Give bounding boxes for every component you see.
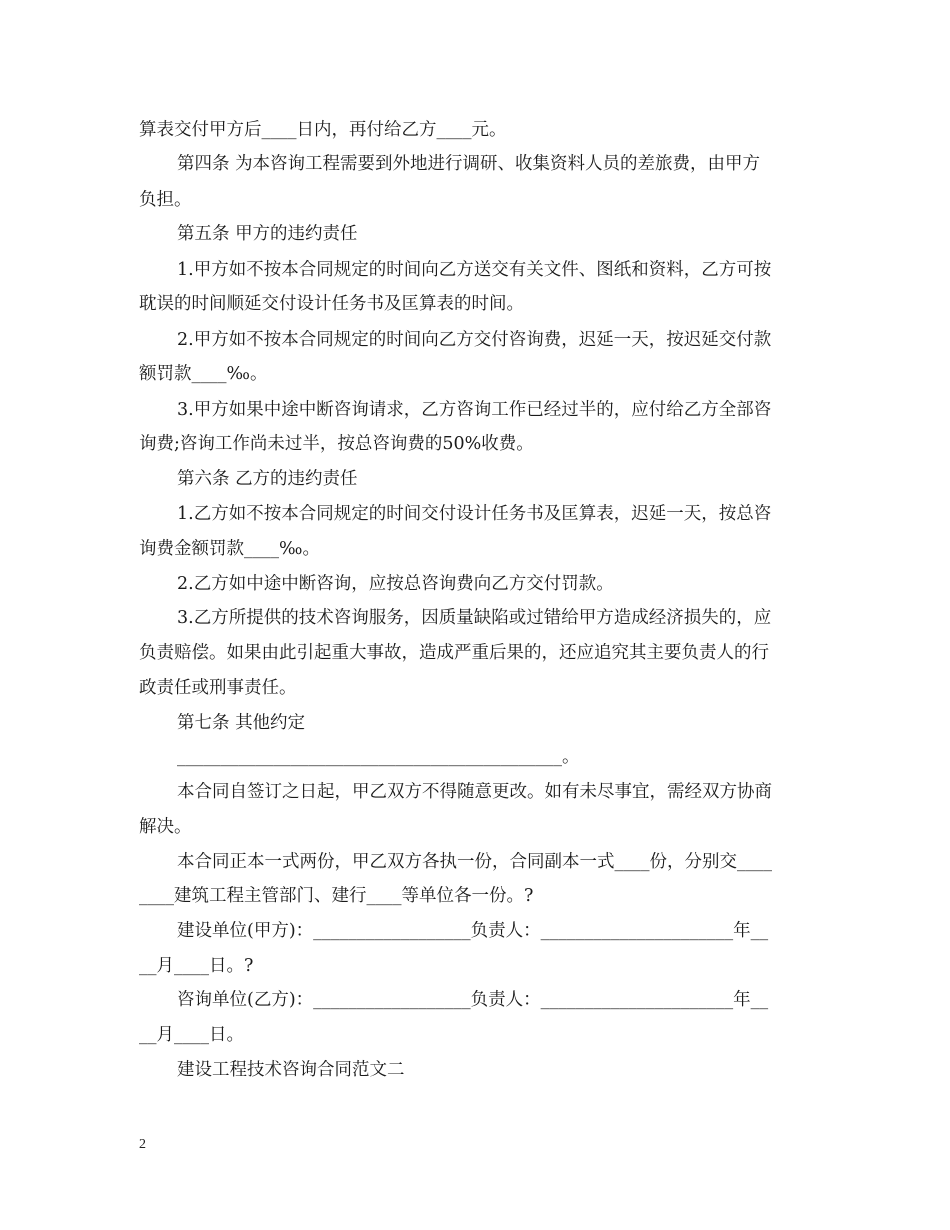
text-line: 算表交付甲方后____日内，再付给乙方____元。 xyxy=(139,120,507,140)
next-section-title: 建设工程技术咨询合同范文二 xyxy=(177,1060,405,1080)
text-line: 2.甲方如不按本合同规定的时间向乙方交付咨询费，迟延一天，按迟延交付款 xyxy=(177,330,772,350)
text-line: 询费金额罚款____‰。 xyxy=(139,539,320,559)
text-line: 第四条 为本咨询工程需要到外地进行调研、收集资料人员的差旅费，由甲方 xyxy=(177,154,761,174)
text-line: 负担。 xyxy=(139,190,192,210)
text-line: 耽误的时间顺延交付设计任务书及匡算表的时间。 xyxy=(139,294,524,314)
text-line: 1.甲方如不按本合同规定的时间向乙方送交有关文件、图纸和资料，乙方可按 xyxy=(177,260,772,280)
signature-line-party-a: 建设单位(甲方)：__________________负责人：______________________年__ xyxy=(177,921,769,941)
text-line: 3.乙方所提供的技术咨询服务，因质量缺陷或过错给甲方造成经济损失的，应 xyxy=(177,608,772,628)
text-line: 1.乙方如不按本合同规定的时间交付设计任务书及匡算表，迟延一天，按总咨 xyxy=(177,504,772,524)
signature-line-party-b: 咨询单位(乙方)：__________________负责人：______________________年__ xyxy=(177,990,769,1010)
section-heading: 第五条 甲方的违约责任 xyxy=(177,224,358,244)
text-line: 额罚款____‰。 xyxy=(139,364,268,384)
text-line: 政责任或刑事责任。 xyxy=(139,678,297,698)
text-line: 负责赔偿。如果由此引起重大事故，造成严重后果的，还应追究其主要负责人的行 xyxy=(139,643,769,663)
section-heading: 第七条 其他约定 xyxy=(177,713,306,733)
text-line: 解决。 xyxy=(139,817,192,837)
signature-date-party-a: __月____日。? xyxy=(139,956,254,976)
text-line: 询费;咨询工作尚未过半，按总咨询费的50%收费。 xyxy=(139,434,534,454)
text-line: ____建筑工程主管部门、建行____等单位各一份。? xyxy=(139,886,534,906)
signature-date-party-b: __月____日。 xyxy=(139,1025,244,1045)
text-line: 3.甲方如果中途中断咨询请求，乙方咨询工作已经过半的，应付给乙方全部咨 xyxy=(177,400,772,420)
fill-in-blank-line: ____________________________________________。 xyxy=(177,747,580,767)
section-heading: 第六条 乙方的违约责任 xyxy=(177,469,358,489)
text-line: 2.乙方如中途中断咨询，应按总咨询费向乙方交付罚款。 xyxy=(177,574,614,594)
page-number: 2 xyxy=(139,1137,146,1152)
text-line: 本合同自签订之日起，甲乙双方不得随意更改。如有未尽事宜，需经双方协商 xyxy=(177,782,772,802)
text-line: 本合同正本一式两份，甲乙双方各执一份，合同副本一式____份，分别交____ xyxy=(177,852,772,872)
